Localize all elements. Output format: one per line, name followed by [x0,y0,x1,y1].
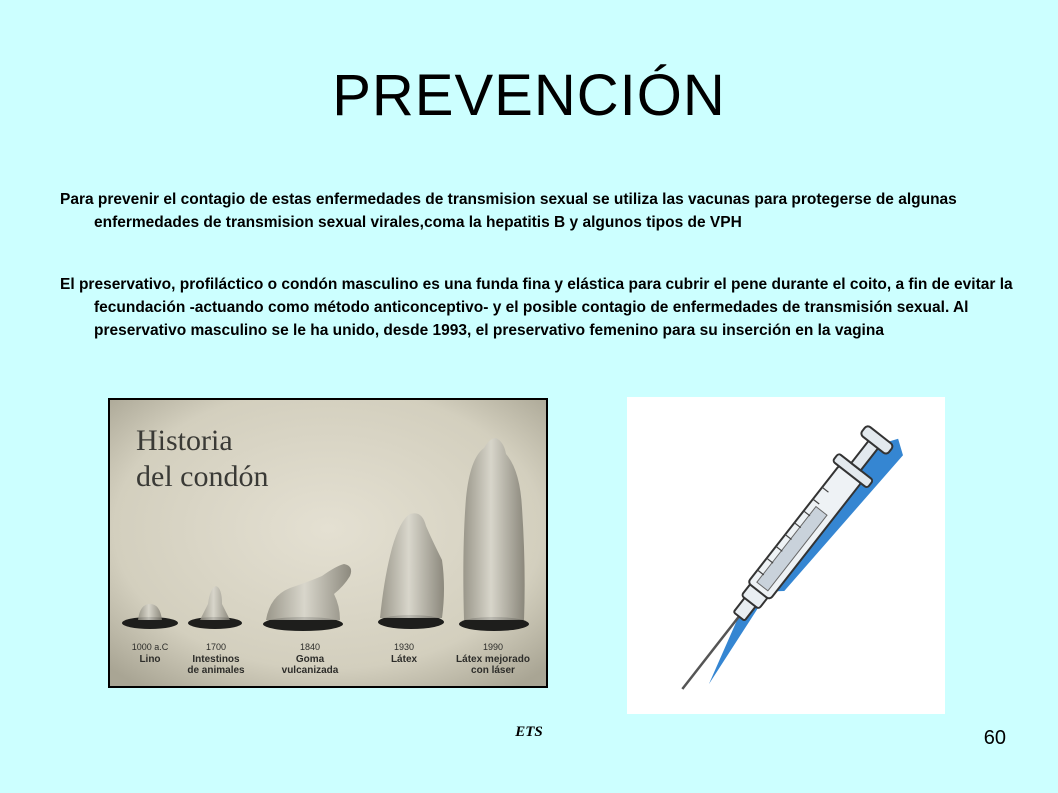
stage-year-4: 1930 [393,642,415,652]
stage-label-2b: de animales [187,665,245,676]
stage-year-2: 1700 [205,642,227,652]
stage-year-5: 1990 [482,642,504,652]
paragraph-vaccines: Para prevenir el contagio de estas enfermedades de transmision sexual se utiliza las vacunas para protegerse de algunas enfermedades de transmision sexual virales,coma la hepatitis B y algunos tipos de VPH [60,191,957,231]
syringe-image [627,397,945,714]
slide-title: PREVENCIÓN [332,63,726,128]
syringe-needle [682,614,740,689]
stage-label-5: Látex mejorado [456,654,530,665]
stage-label-4: Látex [390,654,418,665]
stage-label-2: Intestinos [192,654,240,665]
page-number: 60 [983,727,1006,749]
stage-label-1: Lino [139,654,161,665]
stage-year-1: 1000 a.C [131,642,169,652]
stage-year-3: 1840 [299,642,321,652]
paragraph-condom: El preservativo, profiláctico o condón masculino es una funda fina y elástica para cubrir el pene durante el coito, a fin de evitar la fecundación -actuando como método anticonceptivo- y el posible contagio de enfermedades de transmisión sexual. Al preservativo masculino se le ha unido, desde 1993, el preservativo femenino para su inserción en la vagina [60,276,1013,339]
stage-label-3b: vulcanizada [281,665,339,676]
stage-label-5b: con láser [471,665,515,676]
history-heading-line1: Historia [136,424,233,457]
condom-history-image [108,398,548,688]
history-heading-line2: del condón [136,460,269,493]
footer-label: ETS [515,724,543,740]
stage-label-3: Goma [295,654,325,665]
